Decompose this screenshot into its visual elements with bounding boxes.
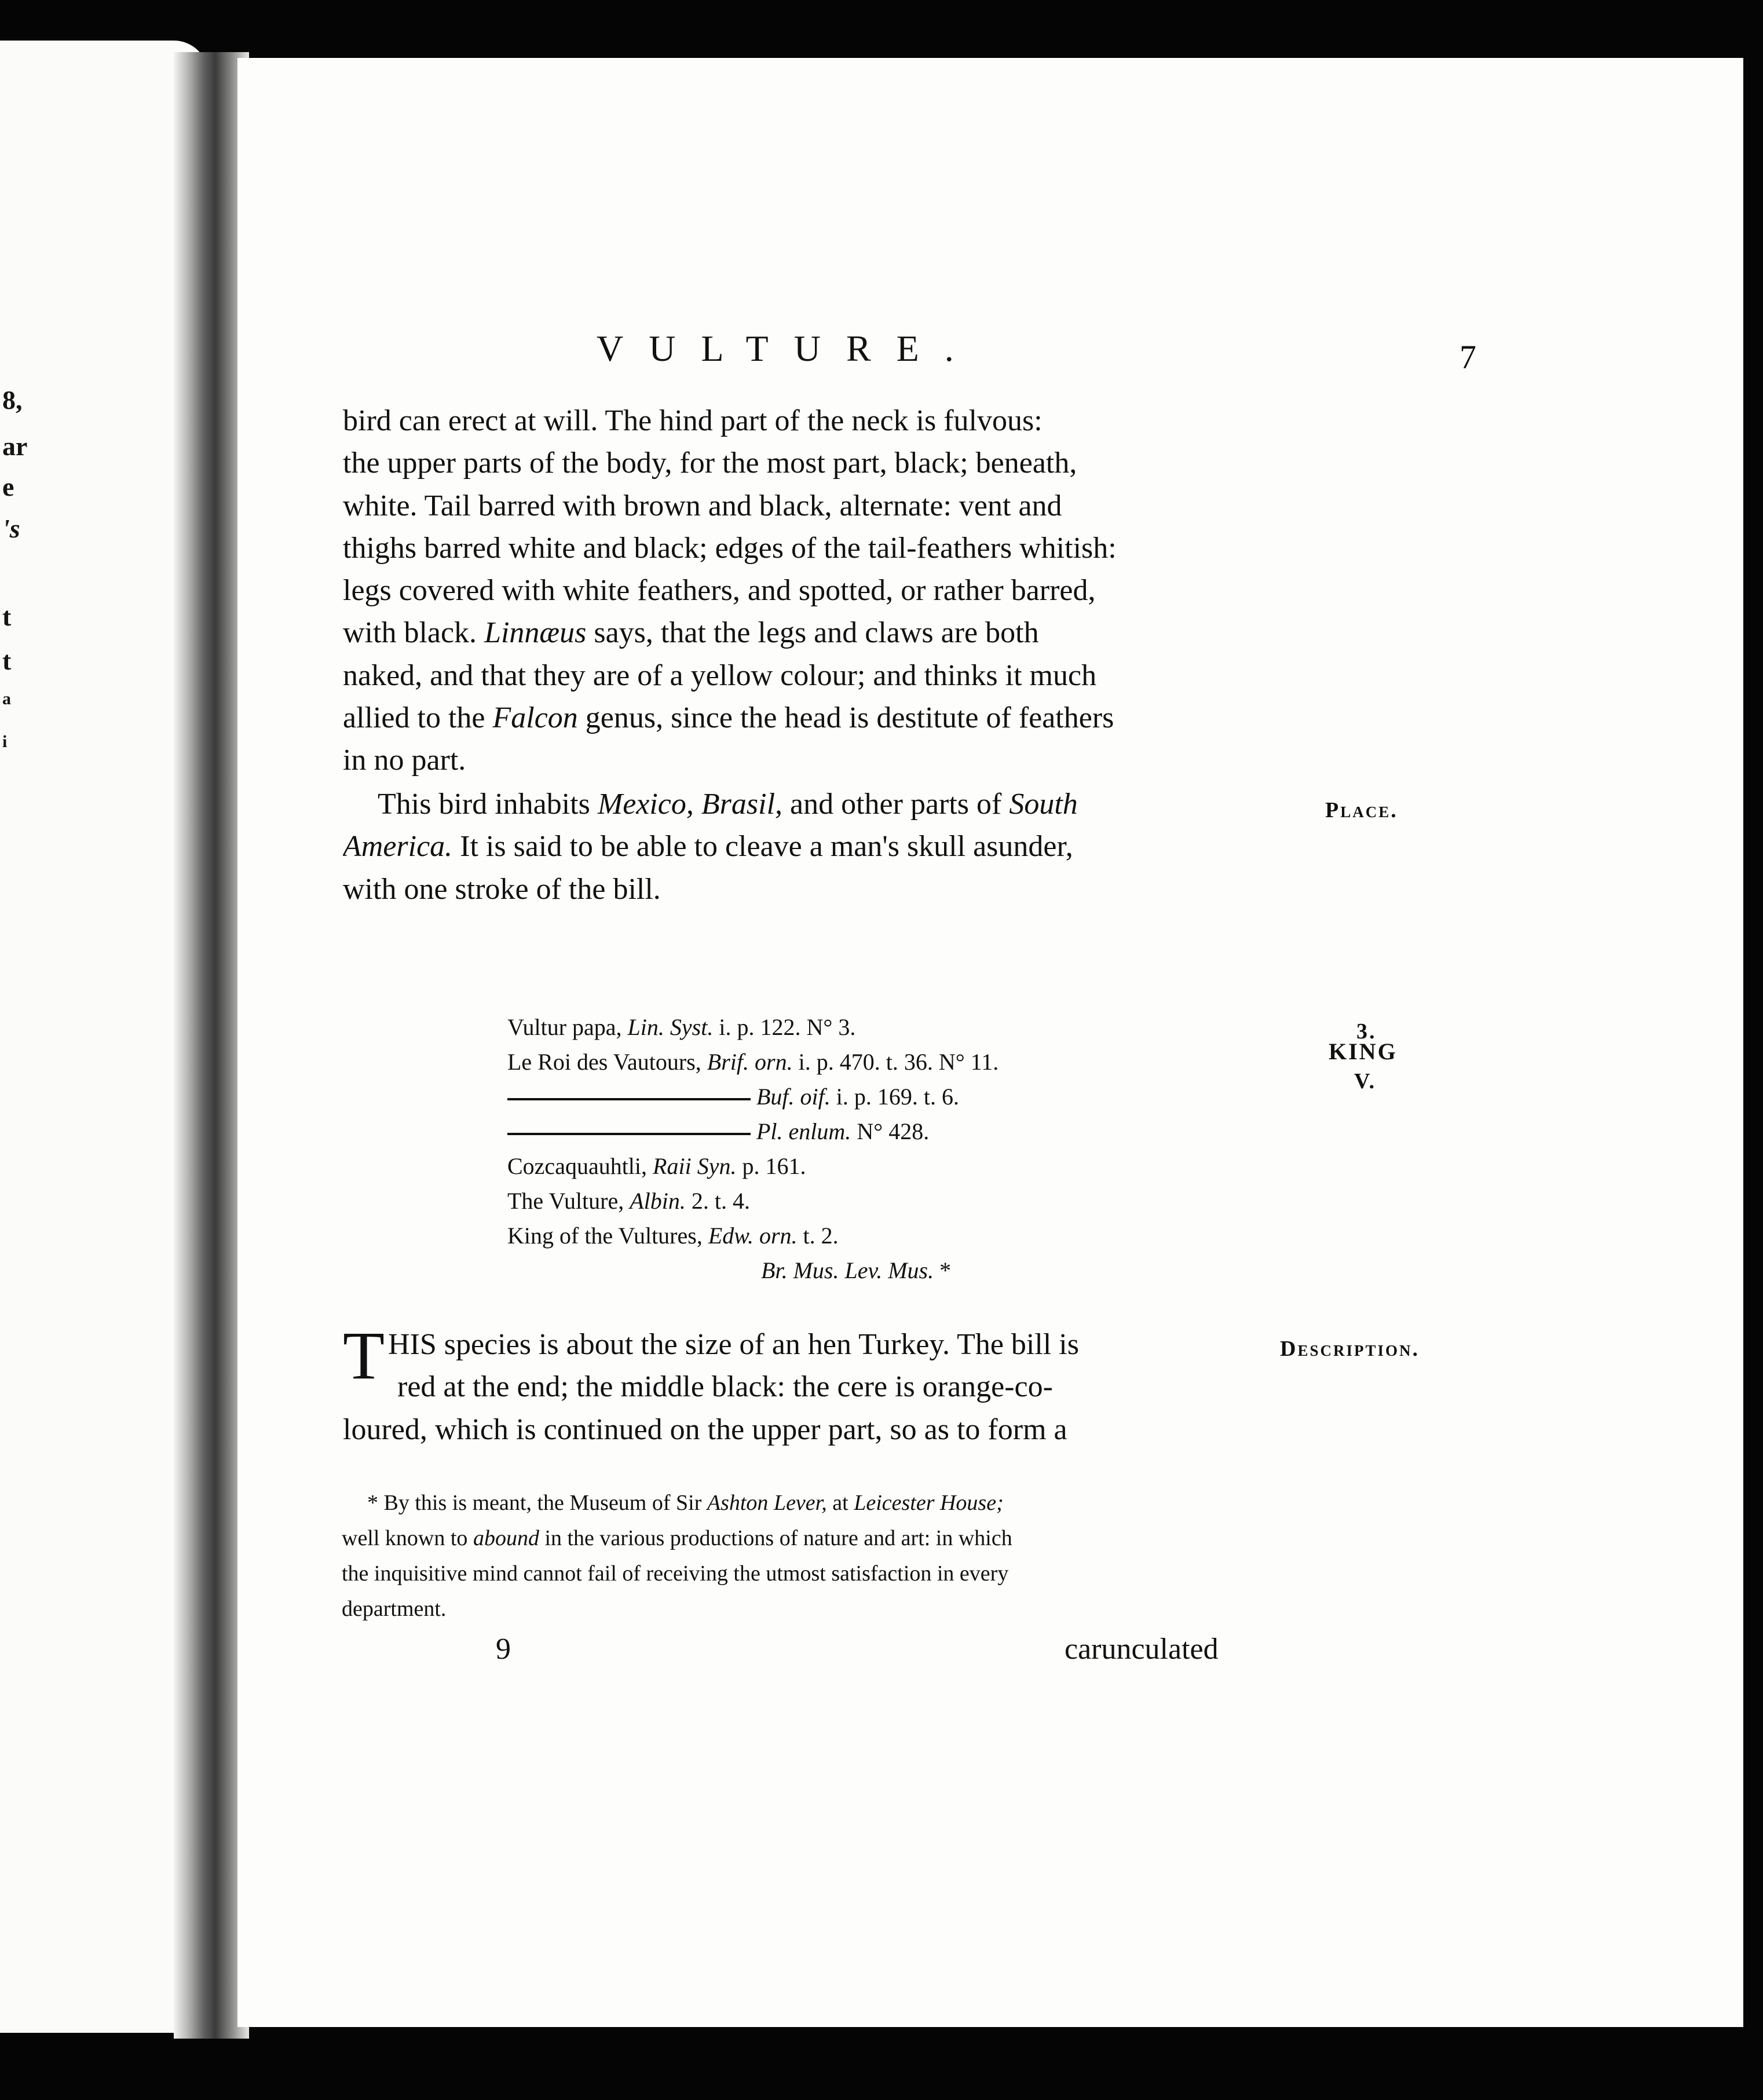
text-run: allied to the [343, 701, 485, 735]
text-run: It is said to be able to cleave a man's skull asunder, [460, 830, 1073, 864]
text-line: white. Tail barred with brown and black, alternate: vent and [343, 489, 1062, 522]
description-line: loured, which is continued on the upper part, so as to form a [343, 1413, 1067, 1446]
margin-note-species-name: KING [1329, 1038, 1398, 1064]
synonym-ref: Brif. orn. [707, 1049, 793, 1075]
synonym-name: Vultur papa, [507, 1014, 622, 1040]
text-line: naked, and that they are of a yellow colour; and thinks it much [343, 658, 1097, 692]
synonym-ref: Raii Syn. [653, 1153, 737, 1179]
text-line [343, 783, 1246, 825]
footnote-line: the inquisitive mind cannot fail of receiving the utmost satisfaction in every [342, 1561, 1009, 1586]
italic-place: Leicester House; [854, 1491, 1004, 1515]
italic-place: America. [343, 830, 453, 864]
italic-place: Mexico, [597, 788, 694, 821]
running-head: VULTURE. [597, 328, 979, 369]
text-line: legs covered with white feathers, and spotted, or rather barred, [343, 574, 1096, 608]
text-line [343, 697, 1246, 739]
facing-page-fragment: t [2, 646, 12, 675]
synonym-entry [507, 1184, 750, 1219]
catchword: carunculated [1065, 1633, 1219, 1666]
text-line: in no part. [343, 744, 466, 777]
synonym-entry [507, 1080, 959, 1114]
footnote-line: department. [342, 1597, 447, 1621]
synonym-detail: 2. t. 4. [691, 1188, 751, 1214]
synonym-entry [507, 1149, 806, 1184]
text-run: says, that the legs and claws are both [594, 616, 1039, 650]
synonym-ref: Edw. orn. [708, 1223, 798, 1249]
margin-note-description: Description. [1280, 1337, 1420, 1361]
italic-place: South [1009, 788, 1078, 821]
italic-place: Brasil, [701, 788, 783, 821]
printer-signature: 9 [496, 1633, 511, 1666]
italic-name: Falcon [492, 701, 578, 735]
synonym-detail: N° 428. [857, 1118, 930, 1144]
synonym-entry [507, 1219, 839, 1253]
synonym-detail: * [939, 1257, 952, 1283]
synonym-entry [507, 1010, 855, 1045]
synonym-entry [507, 1114, 929, 1149]
paragraph-2 [343, 783, 1246, 910]
synonym-ref: Br. Mus. Lev. Mus. [761, 1257, 934, 1283]
synonym-ref: Lin. Syst. [627, 1014, 714, 1040]
margin-note-place: Place. [1325, 798, 1398, 822]
synonym-name: Le Roi des Vautours, [507, 1049, 701, 1075]
ditto-rule [507, 1133, 751, 1135]
page-number: 7 [1460, 338, 1476, 376]
italic-word: abound [473, 1526, 539, 1550]
text-line: thighs barred white and black; edges of the tail-feathers whitish: [343, 531, 1117, 565]
text-line [343, 612, 1246, 654]
italic-name: Ashton Lever, [707, 1491, 827, 1515]
facing-page-fragment: e [2, 472, 14, 502]
synonym-name: Cozcaquauhtli, [507, 1153, 648, 1179]
facing-page-fragment: ar [2, 431, 28, 461]
description-line: HIS species is about the size of an hen Turkey. The bill is [388, 1328, 1079, 1361]
synonym-name: The Vulture, [507, 1188, 624, 1214]
synonym-entry [507, 1045, 998, 1080]
text-run: * By this is meant, the Museum of Sir [367, 1491, 702, 1515]
facing-page-fragment: 8, [2, 385, 23, 415]
text-run: This bird inhabits [378, 788, 590, 821]
synonym-detail: i. p. 169. t. 6. [836, 1084, 960, 1110]
paragraph-1 [343, 400, 1246, 782]
italic-name: Linnæus [484, 616, 587, 650]
drop-cap: T [343, 1318, 385, 1393]
synonym-ref: Pl. enlum. [756, 1118, 851, 1144]
text-run: with black. [343, 616, 477, 650]
description-line: red at the end; the middle black: the cere is orange-co- [397, 1370, 1053, 1403]
synonym-name: King of the Vultures, [507, 1223, 703, 1249]
margin-note-species-abbrev: V. [1354, 1069, 1377, 1093]
text-run: in the various productions of nature and art: in which [544, 1526, 1012, 1550]
text-line [343, 825, 1246, 868]
synonym-detail: i. p. 470. t. 36. N° 11. [798, 1049, 999, 1075]
footnote-line [342, 1486, 1271, 1521]
book-page [237, 58, 1743, 2027]
text-line: with one stroke of the bill. [343, 872, 661, 906]
text-line: the upper parts of the body, for the most part, black; beneath, [343, 447, 1077, 480]
text-run: genus, since the head is destitute of feathers [585, 701, 1114, 735]
facing-page-fragment: 's [2, 514, 20, 543]
text-line: bird can erect at will. The hind part of the neck is fulvous: [343, 404, 1043, 437]
synonym-detail: p. 161. [742, 1153, 806, 1179]
text-run: and other parts of [790, 788, 1002, 821]
synonym-detail: i. p. 122. N° 3. [719, 1014, 856, 1040]
synonym-detail: t. 2. [803, 1223, 839, 1249]
synonym-ref: Buf. oif. [756, 1084, 831, 1110]
margin-note-species-number: 3. [1356, 1019, 1377, 1044]
text-run: at [832, 1491, 848, 1515]
synonym-entry [761, 1253, 951, 1288]
footnote-line [342, 1521, 1245, 1556]
text-run: well known to [342, 1526, 468, 1550]
ditto-rule [507, 1098, 751, 1100]
synonym-ref: Albin. [630, 1188, 686, 1214]
facing-page-fragment: i [2, 732, 8, 751]
facing-page-fragment: t [2, 602, 12, 631]
facing-page-fragment: a [2, 689, 11, 708]
